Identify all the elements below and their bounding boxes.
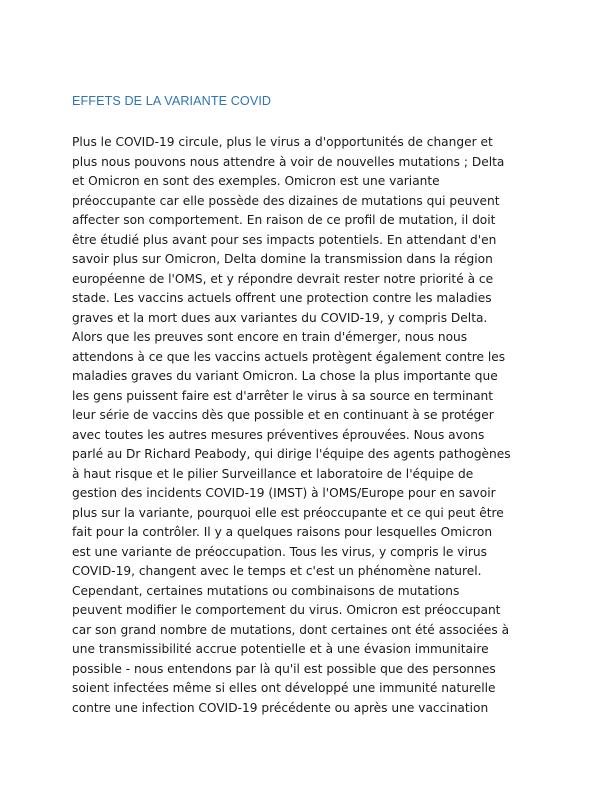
body-line: européenne de l'OMS, et y répondre devrait rester notre priorité à ce [72,271,494,286]
body-line: est une variante de préoccupation. Tous les virus, y compris le virus [72,544,487,559]
body-line: à haut risque et le pilier Surveillance et laboratoire de l'équipe de [72,466,474,481]
body-line: stade. Les vaccins actuels offrent une protection contre les maladies [72,291,492,305]
body-line: plus sur la variante, pourquoi elle est préoccupante et ce qui peut être [72,505,504,520]
body-line: COVID-19, changent avec le temps et c'est un phénomène naturel. [72,564,482,578]
body-line: Plus le COVID-19 circule, plus le virus a d'opportunités de changer et [72,135,493,149]
body-line: affecter son comportement. En raison de ce profil de mutation, il doit [72,213,496,227]
body-line: les gens puissent faire est d'arrêter le virus à sa source en terminant [72,388,494,403]
body-line: parlé au Dr Richard Peabody, qui dirige l'équipe des agents pathogènes [72,447,511,461]
body-line: fait pour la contrôler. Il y a quelques raisons pour lesquelles Omicron [72,525,493,539]
body-line: contre une infection COVID-19 précédente ou après une vaccination [72,700,489,715]
body-line: une transmissibilité accrue potentielle et à une évasion immunitaire [72,642,489,656]
body-line: maladies graves du variant Omicron. La chose la plus importante que [72,369,498,383]
body-line: avec toutes les autres mesures préventives éprouvées. Nous avons [72,427,485,442]
body-line: soient infectées même si elles ont développé une immunité naturelle [72,681,496,695]
body-line: car son grand nombre de mutations, dont certaines ont été associées à [72,622,510,637]
body-line: plus nous pouvons nous attendre à voir de nouvelles mutations ; Delta [72,154,505,169]
body-line: savoir plus sur Omicron, Delta domine la transmission dans la région [72,252,493,266]
body-line: peuvent modifier le comportement du virus. Omicron est préoccupant [72,603,501,617]
document-body [72,133,542,718]
body-line: être étudié plus avant pour ses impacts potentiels. En attendant d'en [72,232,497,247]
body-line: et Omicron en sont des exemples. Omicron est une variante [72,174,440,188]
body-line: leur série de vaccins dès que possible et en continuant à se protéger [72,408,494,422]
body-line: Alors que les preuves sont encore en train d'émerger, nous nous [72,330,468,344]
body-line: graves et la mort dues aux variantes du COVID-19, y compris Delta. [72,310,488,325]
body-line: Cependant, certaines mutations ou combinaisons de mutations [72,583,460,598]
body-line: préoccupante car elle possède des dizaines de mutations qui peuvent [72,193,500,208]
body-line: gestion des incidents COVID-19 (IMST) à l'OMS/Europe pour en savoir [72,486,496,500]
document-title: EFFETS DE LA VARIANTE COVID [72,94,272,108]
body-line: attendons à ce que les vaccins actuels protègent également contre les [72,349,506,364]
body-line: possible - nous entendons par là qu'il est possible que des personnes [72,661,496,676]
